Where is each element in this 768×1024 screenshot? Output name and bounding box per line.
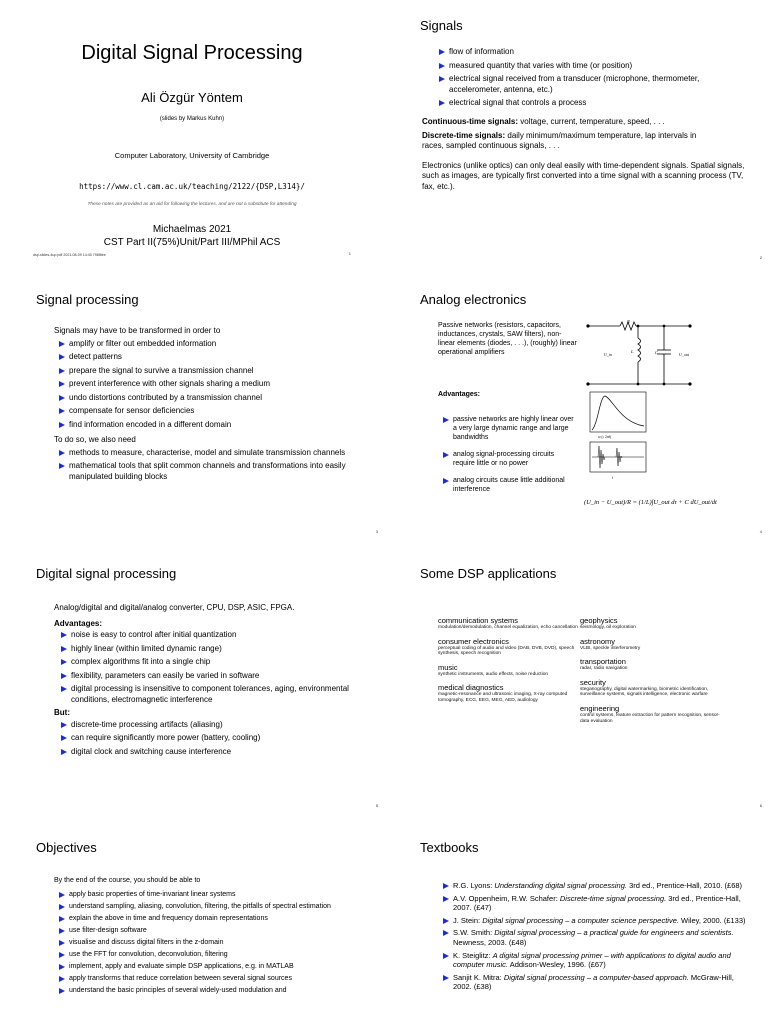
list-item: apply transforms that reduce correlation between several signal sources — [58, 974, 364, 983]
list-item: amplify or filter out embedded information — [58, 339, 364, 350]
application-heading: transportation — [580, 657, 626, 667]
slide-title: Digital signal processing — [36, 566, 177, 581]
intro-text-2: To do so, we also need — [54, 435, 136, 444]
book-title: A digital signal processing primer – with applications to digital audio and computer music. — [453, 950, 731, 970]
application-heading: astronomy — [580, 636, 616, 646]
label-c: C — [655, 350, 659, 355]
list-item — [442, 928, 748, 947]
application-heading: engineering — [580, 703, 620, 713]
book-details: Wiley, 2000. (£133) — [678, 915, 746, 925]
file-footer: dsp-slides-4up.pdf 2021-08-09 14:40 798f8ee — [33, 253, 106, 257]
list-item: can require significantly more power (battery, cooling) — [60, 733, 364, 744]
list-item: find information encoded in a different domain — [58, 420, 364, 431]
slide-body — [54, 603, 364, 760]
disclaimer: These notes are provided as an aid for following the lectures, and are not a substitute for attending — [87, 202, 297, 207]
label-r: R — [627, 319, 630, 324]
course-part: CST Part II(75%)Unit/Part III/MPhil ACS — [103, 237, 281, 248]
list-item: analog signal-processing circuits require little or no power — [442, 450, 574, 468]
book-author: K. Steiglitz: — [453, 950, 493, 960]
slide-6-dsp-applications — [384, 548, 768, 818]
applications-right-column — [580, 610, 725, 724]
application-detail: steganography, digital watermarking, biometric identification, surveillance systems, signals intelligence, electronic warfare — [580, 686, 709, 698]
objectives-list — [58, 890, 364, 995]
list-item: understand the basic principles of several widely-used modulation and — [58, 986, 364, 995]
page-number: 3 — [375, 529, 378, 534]
electronics-paragraph: Electronics (unlike optics) can only deal easily with time-dependent signals. Spatial signals, such as images, are typically first converted into a time signal with a scanning process (TV, fax, etc.). — [422, 160, 745, 191]
application-detail: synthetic instruments, audio effects, noise reduction — [438, 671, 549, 677]
list-item: understand sampling, aliasing, convolution, filtering, the pitfalls of spectral estimation — [58, 902, 364, 911]
slide-title: Objectives — [36, 840, 97, 855]
page-number: 4 — [759, 529, 762, 534]
book-title: Discrete-time signal processing. — [559, 893, 667, 903]
bullet-list — [438, 47, 748, 109]
book-title: Digital signal processing – a computer science perspective. — [482, 915, 679, 925]
institution: Computer Laboratory, University of Cambridge — [114, 151, 270, 160]
plot1-xlabel: ω (= 2πf) — [598, 435, 612, 439]
list-item: digital processing is insensitive to component tolerances, aging, environmental conditions, electromagnetic interference — [60, 684, 364, 705]
application-detail: modulation/demodulation, channel equalization, echo cancellation — [438, 625, 578, 630]
rlc-equation: (U_in − U_out)/R = (1/L)∫U_out dτ + C dU_out/dt — [584, 499, 717, 506]
slide-body — [54, 326, 364, 485]
book-author: A.V. Oppenheim, R.W. Schafer: — [453, 893, 560, 903]
slides-credit: (slides by Markus Kuhn) — [159, 116, 225, 122]
list-item: complex algorithms fit into a single chip — [60, 657, 364, 668]
ct-label: Continuous-time signals: — [422, 117, 518, 126]
dt-text: daily minimum/maximum temperature, lap intervals in races, sampled continuous signals, . . . — [422, 130, 697, 150]
slide-title: Textbooks — [420, 840, 479, 855]
book-details: 3rd ed., Prentice-Hall, 2010. (£68) — [627, 881, 743, 890]
book-details: 3rd ed., Prentice-Hall, 2007. (£47) — [453, 893, 741, 913]
list-item: use filter-design software — [58, 926, 364, 935]
slide-body — [438, 47, 748, 112]
page-number: 5 — [375, 803, 378, 808]
book-title: Understanding digital signal processing. — [494, 881, 627, 890]
list-item: explain the above in time and frequency domain representations — [58, 914, 364, 923]
application-heading: music — [438, 662, 458, 672]
but-label: But: — [54, 708, 70, 717]
impulse-response-plot — [590, 442, 646, 472]
signal-types — [422, 117, 748, 192]
list-item: digital clock and switching cause interference — [60, 747, 364, 758]
book-author: Sanjit K. Mitra: — [453, 972, 504, 982]
application-detail: seismology, oil exploration — [580, 625, 636, 630]
slide-title: Signal processing — [36, 292, 139, 307]
slide-1-title-page — [0, 0, 384, 270]
application-detail: VLBI, speckle interferometry — [580, 645, 641, 651]
analog-intro: Passive networks (resistors, capacitors, inductances, crystals, SAW filters), non-linear elements (diodes, . . .), (roughly) linear operational amplifiers — [438, 322, 577, 356]
page-number: 2 — [759, 255, 762, 260]
slide-2-signals — [384, 0, 768, 270]
course-url[interactable]: https://www.cl.cam.ac.uk/teaching/2122/{DSP,L314}/ — [79, 182, 305, 191]
book-details: McGraw-Hill, 2002. (£38) — [453, 972, 734, 992]
intro-text: Analog/digital and digital/analog converter, CPU, DSP, ASIC, FPGA. — [54, 603, 295, 612]
slide-title: Analog electronics — [420, 292, 527, 307]
list-item: detect patterns — [58, 352, 364, 363]
list-item: measured quantity that varies with time (or position) — [438, 61, 748, 72]
rlc-circuit-diagram — [587, 322, 691, 385]
book-details: Newness, 2003. (£48) — [453, 937, 527, 947]
book-title: Digital signal processing – a practical guide for engineers and scientists. — [494, 928, 734, 938]
list-item: use the FFT for convolution, deconvolution, filtering — [58, 950, 364, 959]
term: Michaelmas 2021 — [152, 224, 232, 235]
textbook-list — [442, 881, 748, 992]
list-item: electrical signal that controls a process — [438, 98, 748, 109]
application-heading: communication systems — [438, 616, 519, 625]
list-item: undo distortions contributed by a transmission channel — [58, 393, 364, 404]
label-uout: U_out — [679, 352, 689, 357]
advantages-list — [60, 630, 364, 705]
application-detail: magnetic-resonance and ultrasonic imaging, X-ray computed tomography, ECG, EEG, MEG, AED, audiology — [438, 692, 568, 703]
list-item — [442, 881, 748, 891]
drawbacks-list — [60, 720, 364, 758]
book-author: R.G. Lyons: — [453, 881, 495, 890]
list-item: prevent interference with other signals sharing a medium — [58, 379, 364, 390]
list-item: visualise and discuss digital filters in the z-domain — [58, 938, 364, 947]
book-author: J. Stein: — [453, 915, 483, 925]
slide-body — [54, 876, 364, 998]
list-item: passive networks are highly linear over a very large dynamic range and large bandwidths — [442, 415, 574, 442]
list-item: highly linear (within limited dynamic range) — [60, 644, 364, 655]
list-item: methods to measure, characterise, model and simulate transmission channels — [58, 448, 364, 459]
book-details: Addison-Wesley, 1996. (£67) — [508, 960, 606, 970]
deck-title: Digital Signal Processing — [81, 42, 303, 64]
list-item: compensate for sensor deficiencies — [58, 406, 364, 417]
plot2-xlabel: t — [612, 476, 613, 480]
application-detail: control systems, feature extraction for pattern recognition, sensor-data evaluation — [580, 712, 720, 724]
advantages-label: Advantages: — [438, 391, 481, 398]
intro-text: Signals may have to be transformed in order to — [54, 326, 221, 335]
slide-8-textbooks — [384, 822, 768, 1024]
application-heading: medical diagnostics — [438, 683, 504, 693]
list-item: flow of information — [438, 47, 748, 58]
list-item: mathematical tools that split common channels and transformations into easily manipulated building blocks — [58, 461, 364, 482]
list-item: implement, apply and evaluate simple DSP applications, e.g. in MATLAB — [58, 962, 364, 971]
list-item — [442, 951, 748, 970]
book-title: Digital signal processing – a computer-based approach. — [503, 972, 689, 982]
slide-title: Signals — [420, 18, 463, 33]
list-item: flexibility, parameters can easily be varied in software — [60, 671, 364, 682]
bullet-list — [58, 339, 364, 431]
rlc-circuit-and-plots — [384, 274, 768, 544]
dt-label: Discrete-time signals: — [422, 130, 506, 140]
list-item: prepare the signal to survive a transmission channel — [58, 366, 364, 377]
author-name: Ali Özgür Yöntem — [141, 90, 243, 105]
ct-text: voltage, current, temperature, speed, . . . — [518, 117, 665, 126]
slide-5-digital-signal-processing — [0, 548, 384, 818]
slide-7-objectives — [0, 822, 384, 1024]
list-item — [442, 894, 748, 913]
advantages-label: Advantages: — [54, 618, 103, 628]
list-item: electrical signal received from a transducer (microphone, thermometer, accelerometer, antenna, etc.) — [438, 74, 748, 95]
book-author: S.W. Smith: — [453, 928, 495, 938]
slide-title: Some DSP applications — [420, 566, 557, 581]
application-detail: perceptual coding of audio and video (DAB, DVB, DVD), speech synthesis, speech recognition — [438, 645, 575, 657]
page-number: 1 — [348, 251, 351, 256]
application-detail: radar, radio navigation — [580, 666, 628, 672]
list-item: discrete-time processing artifacts (aliasing) — [60, 720, 364, 731]
bullet-list-2 — [58, 448, 364, 483]
list-item — [442, 973, 748, 992]
list-item — [442, 916, 748, 926]
slide-4-analog-electronics — [384, 274, 768, 544]
slide-3-signal-processing — [0, 274, 384, 544]
application-heading: geophysics — [580, 616, 618, 625]
list-item: analog circuits cause little additional interference — [442, 476, 574, 494]
label-l: L — [631, 349, 634, 354]
application-heading: consumer electronics — [438, 636, 509, 646]
label-uin: U_in — [604, 352, 612, 357]
applications-left-column — [438, 610, 583, 704]
list-item: noise is easy to control after initial quantization — [60, 630, 364, 641]
slide-body — [442, 881, 748, 995]
list-item: apply basic properties of time-invariant linear systems — [58, 890, 364, 899]
frequency-response-plot — [590, 392, 646, 432]
page-number: 6 — [759, 803, 762, 808]
intro-text: By the end of the course, you should be able to — [54, 877, 201, 884]
application-heading: security — [580, 677, 606, 687]
